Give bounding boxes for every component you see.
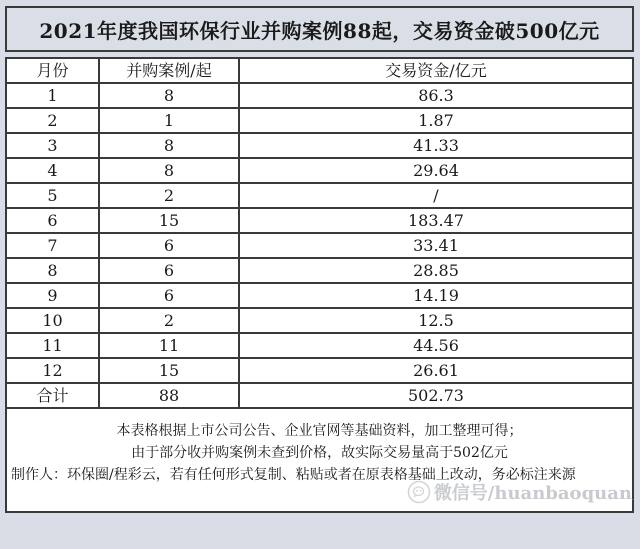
cell-cases: 6	[99, 233, 239, 258]
cell-cases: 2	[99, 183, 239, 208]
cell-month: 8	[6, 258, 99, 283]
cell-amount: 28.85	[239, 258, 633, 283]
cell-amount: 29.64	[239, 158, 633, 183]
notes-box	[5, 409, 634, 513]
cell-month: 5	[6, 183, 99, 208]
table-title: 2021年度我国环保行业并购案例88起，交易资金破500亿元	[39, 18, 600, 43]
table-row	[6, 358, 633, 383]
note-line-author: 制作人：环保圈/程彩云，若有任何形式复制、粘贴或者在原表格基础上改动，务必标注来源	[11, 467, 576, 483]
cell-cases: 6	[99, 258, 239, 283]
cell-amount: 41.33	[239, 133, 633, 158]
cell-total-label: 合计	[6, 383, 99, 408]
cell-month: 1	[6, 83, 99, 108]
watermark-label: 微信号/huanbaoquan	[433, 483, 632, 504]
table-row	[6, 158, 633, 183]
cell-cases: 2	[99, 308, 239, 333]
cell-cases: 1	[99, 108, 239, 133]
cell-cases: 8	[99, 133, 239, 158]
cell-amount: 14.19	[239, 283, 633, 308]
table-row	[6, 133, 633, 158]
cell-amount: 183.47	[239, 208, 633, 233]
table-row	[6, 333, 633, 358]
cell-total-cases: 88	[99, 383, 239, 408]
header-cell-cases: 并购案例/起	[99, 58, 239, 83]
cell-amount: 33.41	[239, 233, 633, 258]
table-row-total	[6, 383, 633, 408]
table-row	[6, 83, 633, 108]
cell-amount: /	[239, 183, 633, 208]
table-row	[6, 308, 633, 333]
cell-cases: 8	[99, 83, 239, 108]
cell-total-amount: 502.73	[239, 383, 633, 408]
cell-amount: 44.56	[239, 333, 633, 358]
table-row	[6, 283, 633, 308]
note-line-source: 本表格根据上市公司公告、企业官网等基础资料，加工整理可得；	[116, 423, 523, 439]
table-row	[6, 258, 633, 283]
cell-month: 6	[6, 208, 99, 233]
cell-cases: 11	[99, 333, 239, 358]
header-cell-month: 月份	[6, 58, 99, 83]
cell-month: 4	[6, 158, 99, 183]
cell-cases: 8	[99, 158, 239, 183]
cell-month: 10	[6, 308, 99, 333]
cell-month: 2	[6, 108, 99, 133]
header-row	[6, 58, 633, 83]
cell-cases: 6	[99, 283, 239, 308]
cell-amount: 12.5	[239, 308, 633, 333]
cell-amount: 26.61	[239, 358, 633, 383]
cell-month: 11	[6, 333, 99, 358]
cell-amount: 1.87	[239, 108, 633, 133]
mna-table	[5, 57, 634, 409]
header-cell-amount: 交易资金/亿元	[239, 58, 633, 83]
table-row	[6, 208, 633, 233]
cell-month: 3	[6, 133, 99, 158]
cell-month: 9	[6, 283, 99, 308]
cell-amount: 86.3	[239, 83, 633, 108]
cell-month: 7	[6, 233, 99, 258]
cell-month: 12	[6, 358, 99, 383]
cell-cases: 15	[99, 208, 239, 233]
table-row	[6, 108, 633, 133]
table-row	[6, 183, 633, 208]
cell-cases: 15	[99, 358, 239, 383]
table-row	[6, 233, 633, 258]
note-line-disclaimer: 由于部分收并购案例未查到价格，故实际交易量高于502亿元	[131, 445, 508, 461]
table-title-box	[5, 6, 634, 52]
